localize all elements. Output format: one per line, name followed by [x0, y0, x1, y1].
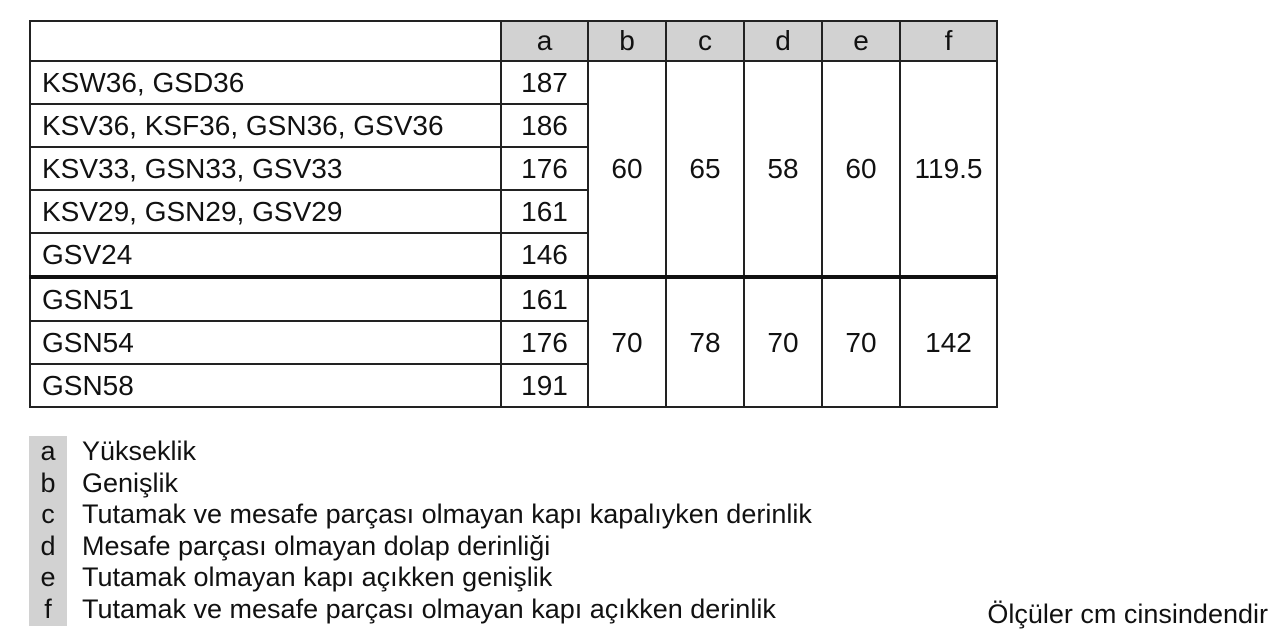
model-cell: GSN54 [30, 321, 501, 364]
table-row [30, 277, 997, 321]
legend-text: Tutamak ve mesafe parçası olmayan kapı kapalıyken derinlik [82, 499, 812, 530]
legend-key: c [29, 499, 67, 531]
legend-item [29, 562, 812, 594]
cabinet-depth-cell: 70 [744, 277, 822, 407]
legend-key: d [29, 531, 67, 563]
height-cell: 176 [501, 147, 588, 190]
legend-item [29, 594, 812, 626]
legend-key: f [29, 594, 67, 626]
legend-key: a [29, 436, 67, 468]
cabinet-depth-cell: 58 [744, 61, 822, 277]
model-cell: KSW36, GSD36 [30, 61, 501, 104]
depth-open-cell: 142 [900, 277, 997, 407]
legend-key: b [29, 468, 67, 500]
depth-closed-cell: 78 [666, 277, 744, 407]
width-cell: 60 [588, 61, 666, 277]
table-group-1 [30, 61, 997, 277]
header-col-e: e [822, 21, 900, 61]
width-cell: 70 [588, 277, 666, 407]
table-header-row [30, 21, 997, 61]
height-cell: 176 [501, 321, 588, 364]
legend [29, 436, 812, 626]
model-cell: GSN51 [30, 277, 501, 321]
model-cell: KSV33, GSN33, GSV33 [30, 147, 501, 190]
units-note: Ölçüler cm cinsindendir [987, 599, 1268, 629]
legend-item [29, 436, 812, 468]
height-cell: 146 [501, 233, 588, 277]
legend-item [29, 468, 812, 500]
legend-text: Tutamak ve mesafe parçası olmayan kapı açıkken derinlik [82, 593, 776, 624]
header-col-b: b [588, 21, 666, 61]
legend-text: Tutamak olmayan kapı açıkken genişlik [82, 562, 553, 593]
legend-item [29, 531, 812, 563]
legend-text: Mesafe parçası olmayan dolap derinliği [82, 530, 551, 561]
height-cell: 186 [501, 104, 588, 147]
model-cell: GSV24 [30, 233, 501, 277]
legend-text: Yükseklik [82, 436, 197, 466]
header-col-a: a [501, 21, 588, 61]
header-col-d: d [744, 21, 822, 61]
model-cell: KSV36, KSF36, GSN36, GSV36 [30, 104, 501, 147]
height-cell: 161 [501, 190, 588, 233]
model-cell: KSV29, GSN29, GSV29 [30, 190, 501, 233]
header-blank-cell [30, 21, 501, 61]
legend-text: Genişlik [82, 467, 179, 498]
height-cell: 187 [501, 61, 588, 104]
header-col-f: f [900, 21, 997, 61]
model-cell: GSN58 [30, 364, 501, 407]
table-group-2 [30, 277, 997, 407]
height-cell: 161 [501, 277, 588, 321]
header-col-c: c [666, 21, 744, 61]
width-open-cell: 60 [822, 61, 900, 277]
table-row [30, 61, 997, 104]
depth-closed-cell: 65 [666, 61, 744, 277]
height-cell: 191 [501, 364, 588, 407]
dimensions-table [29, 20, 998, 408]
legend-key: e [29, 562, 67, 594]
legend-item [29, 499, 812, 531]
depth-open-cell: 119.5 [900, 61, 997, 277]
width-open-cell: 70 [822, 277, 900, 407]
